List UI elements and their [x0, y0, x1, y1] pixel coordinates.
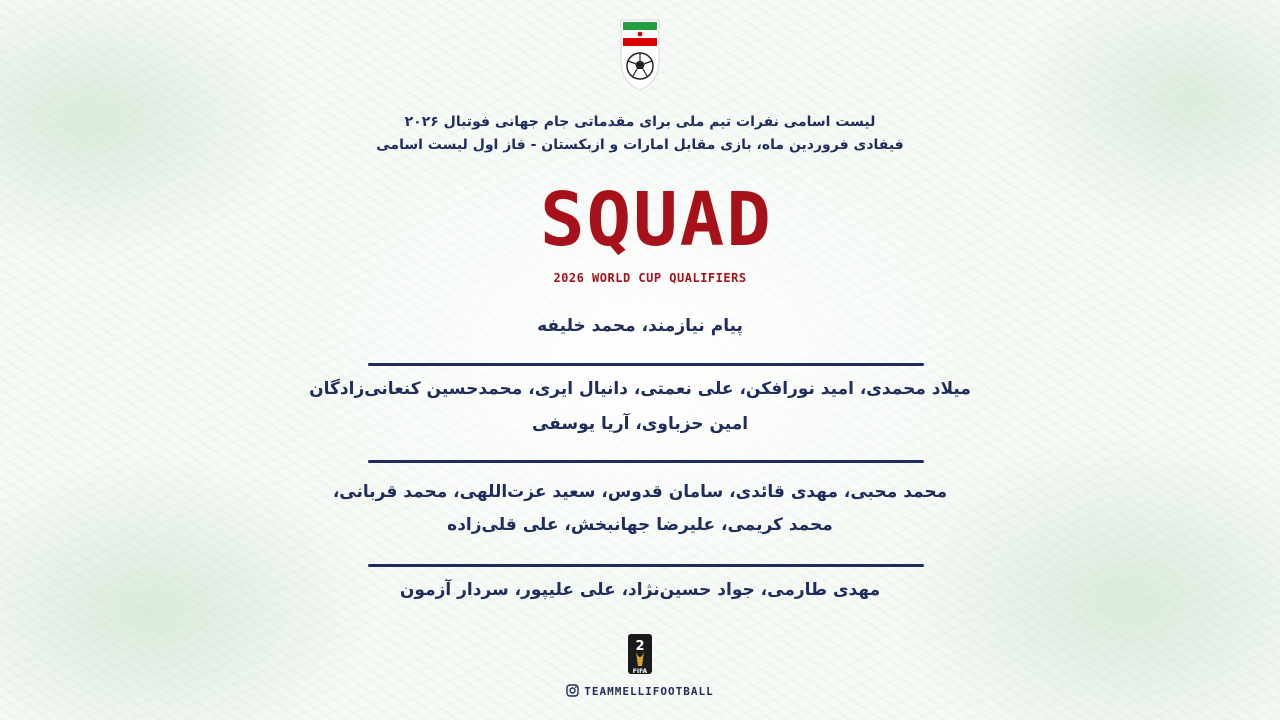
forwards-line: مهدی طارمی، جواد حسین‌نژاد، علی علیپور، سردار آزمون	[399, 580, 881, 600]
social-handle-text: TEAMMELLIFOOTBALL	[584, 684, 714, 698]
defenders-line-1: میلاد محمدی، امید نورافکن، علی نعمتی، دانیال ایری، محمدحسین کنعانی‌زادگان	[309, 379, 971, 399]
divider	[368, 363, 924, 366]
world-cup-2026-emblem-icon	[625, 632, 655, 676]
midfielders-line-1: محمد محبی، مهدی قائدی، سامان قدوس، سعید عزت‌اللهی، محمد قربانی،	[332, 482, 948, 502]
defenders-line-2: امین حزباوی، آریا یوسفی	[531, 414, 749, 434]
divider	[368, 460, 924, 463]
svg-text:FIFA: FIFA	[632, 668, 648, 675]
subtitle-line-1: لیست اسامی نفرات تیم ملی برای مقدماتی جام جهانی فوتبال ۲۰۲۶	[404, 114, 876, 130]
divider	[368, 564, 924, 567]
squad-subtitle: 2026 WORLD CUP QUALIFIERS	[553, 271, 747, 285]
instagram-handle[interactable]	[540, 682, 740, 700]
squad-title: SQUAD	[540, 177, 773, 263]
subtitle-line-2: فیفادی فروردین ماه، بازی مقابل امارات و ازبکستان - فاز اول لیست اسامی	[376, 137, 904, 153]
federation-logo-icon	[615, 18, 665, 92]
svg-text:2: 2	[635, 639, 645, 654]
instagram-icon	[566, 682, 579, 701]
goalkeepers-line: پیام نیازمند، محمد خلیفه	[537, 316, 743, 336]
midfielders-line-2: محمد کریمی، علیرضا جهانبخش، علی قلی‌زاده	[447, 515, 833, 535]
